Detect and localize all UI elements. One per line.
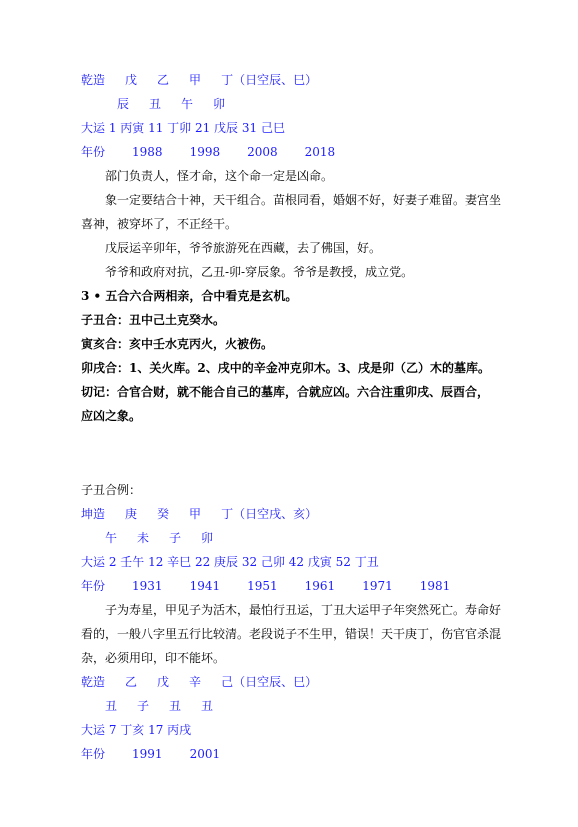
void-note: （日空戌、亥） <box>233 507 318 521</box>
paragraph: 象一定要结合十神，天干组合。苗根同看，婚姻不好，好妻子难留。妻宫坐 <box>105 193 502 207</box>
years-label: 年份 <box>81 747 106 761</box>
luck-pillars-3: 大运 7 丁亥 17 丙戌 <box>81 723 192 737</box>
branch-year: 午 <box>105 531 118 545</box>
years-label: 年份 <box>81 579 106 593</box>
luck-pillars-1: 大运 1 丙寅 11 丁卯 21 戊辰 31 己巳 <box>81 121 285 135</box>
rule-caution-continuation: 应凶之象。 <box>81 409 142 423</box>
years-label: 年份 <box>81 145 106 159</box>
luck-pillars-2: 大运 2 壬午 12 辛巳 22 庚辰 32 己卯 42 戊寅 52 丁丑 <box>81 555 379 569</box>
stem-year: 乙 <box>125 675 138 689</box>
paragraph: 戊辰运辛卯年，爷爷旅游死在西藏，去了佛国，好。 <box>105 241 382 255</box>
branch-line-2 <box>105 530 213 546</box>
stem-month: 戊 <box>157 675 170 689</box>
branch-month: 未 <box>137 531 150 545</box>
stem-day: 辛 <box>189 675 202 689</box>
year-value: 1931 <box>132 579 163 593</box>
year-value: 1951 <box>247 579 278 593</box>
branch-hour: 卯 <box>201 531 214 545</box>
branch-hour: 丑 <box>201 699 214 713</box>
chart-line-3 <box>81 674 317 690</box>
stem-day: 甲 <box>189 73 202 87</box>
gender-label: 乾造 <box>81 675 106 689</box>
example-title: 子丑合例： <box>81 483 142 497</box>
year-value: 1991 <box>132 747 163 761</box>
stem-hour: 己 <box>221 675 234 689</box>
year-value: 1941 <box>189 579 221 593</box>
stem-month: 乙 <box>157 73 170 87</box>
years-line-3 <box>81 746 220 762</box>
year-value: 1961 <box>304 579 336 593</box>
stem-day: 甲 <box>189 507 202 521</box>
chart-line-1 <box>81 72 317 88</box>
branch-line-1 <box>117 96 225 112</box>
gender-label: 坤造 <box>81 507 106 521</box>
year-value: 1988 <box>132 145 163 159</box>
stem-month: 癸 <box>157 507 170 521</box>
branch-year: 辰 <box>117 97 130 111</box>
years-line-2 <box>81 578 450 594</box>
branch-day: 子 <box>169 531 182 545</box>
year-value: 1981 <box>419 579 451 593</box>
branch-month: 子 <box>137 699 150 713</box>
year-value: 1998 <box>189 145 221 159</box>
void-note: （日空辰、巳） <box>233 675 318 689</box>
paragraph-continuation: 杂，必须用印，印不能坏。 <box>81 651 226 665</box>
rule-zichou: 子丑合：丑中己土克癸水。 <box>81 313 226 327</box>
branch-year: 丑 <box>105 699 118 713</box>
void-note: （日空辰、巳） <box>233 73 318 87</box>
rule-yinhai: 寅亥合：亥中壬水克丙火，火被伤。 <box>81 337 274 351</box>
rule-maoxu: 卯戌合：1、关火库。2、戌中的辛金冲克卯木。3、戌是卯（乙）木的墓库。 <box>81 361 491 375</box>
year-value: 2001 <box>189 747 221 761</box>
branch-day: 午 <box>181 97 194 111</box>
year-value: 2018 <box>304 145 336 159</box>
paragraph: 爷爷和政府对抗，乙丑-卯-穿辰象。爷爷是教授，成立党。 <box>105 265 414 279</box>
paragraph: 子为寿星，甲见子为活木，最怕行丑运，丁丑大运甲子年突然死亡。寿命好 <box>105 603 502 617</box>
chart-line-2 <box>81 506 317 522</box>
paragraph: 部门负责人，怪才命，这个命一定是凶命。 <box>105 169 334 183</box>
branch-hour: 卯 <box>213 97 226 111</box>
years-line-1 <box>81 144 335 160</box>
year-value: 1971 <box>362 579 393 593</box>
rule-heading: 3 • 五合六合两相亲，合中看克是玄机。 <box>81 289 298 303</box>
stem-hour: 丁 <box>221 73 234 87</box>
stem-year: 戊 <box>125 73 138 87</box>
stem-year: 庚 <box>125 507 138 521</box>
stem-hour: 丁 <box>221 507 234 521</box>
branch-month: 丑 <box>149 97 162 111</box>
rule-caution: 切记：合官合财，就不能合自己的墓库，合就应凶。六合注重卯戌、辰酉合， <box>81 385 490 399</box>
gender-label: 乾造 <box>81 73 106 87</box>
paragraph-continuation: 看的，一般八字里五行比较清。老段说子不生甲，错误！天干庚丁，伤官官杀混 <box>81 627 502 641</box>
paragraph-continuation: 喜神，被穿坏了，不正经干。 <box>81 217 238 231</box>
year-value: 2008 <box>247 145 278 159</box>
branch-day: 丑 <box>169 699 182 713</box>
branch-line-3 <box>105 698 213 714</box>
